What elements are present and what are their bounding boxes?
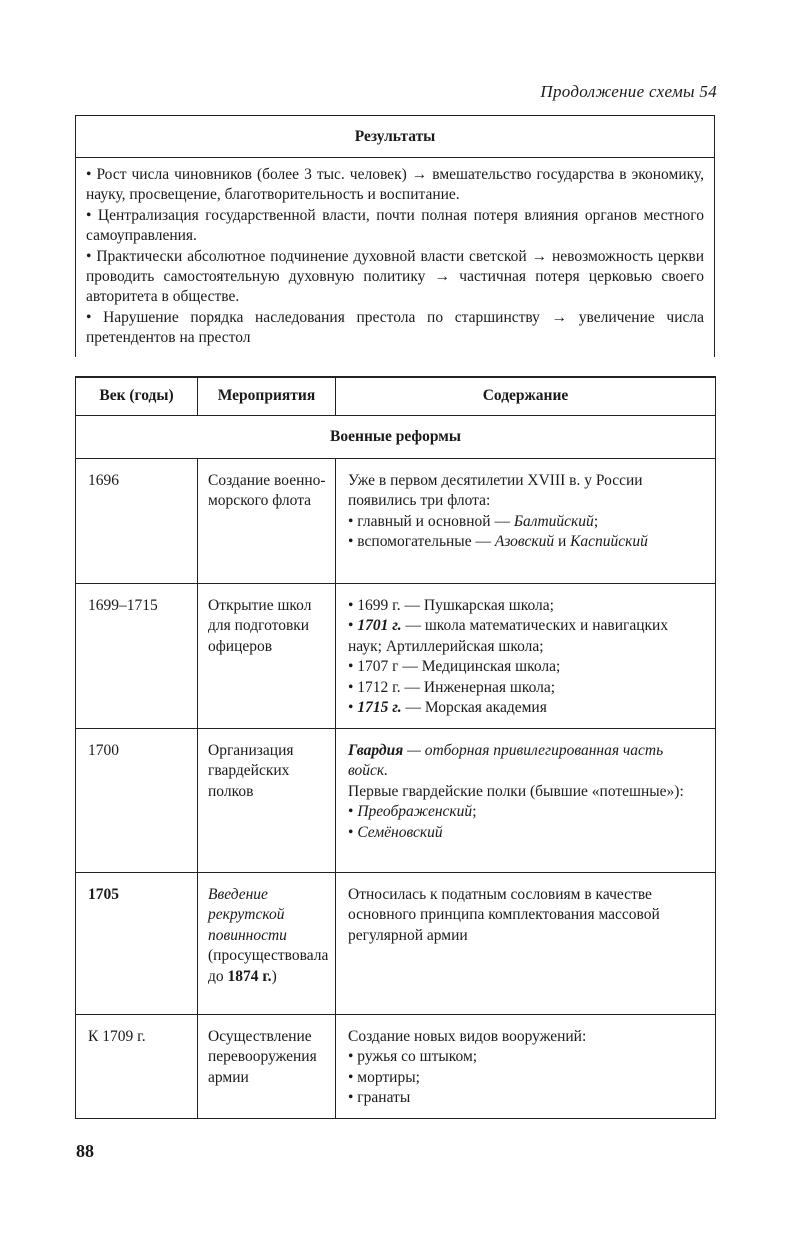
row-year: 1700 (76, 729, 198, 873)
results-section (75, 115, 715, 357)
row-content (336, 584, 716, 729)
column-header-content: Содержание (336, 377, 716, 416)
page-number: 88 (76, 1141, 94, 1161)
row-measure: Организация гвардейских полков (198, 729, 336, 873)
row-measure: Осуществление перевооружения армии (198, 1015, 336, 1119)
results-item: • Рост числа чиновников (более 3 тыс. человек) → вмешательство государства в экономику, науку, просвещение, благотворительность и воспитание. (86, 166, 704, 204)
table-row (76, 729, 716, 873)
content-item: • ружья со штыком; (348, 1048, 478, 1066)
row-measure: Открытие школ для подготовки офицеров (198, 584, 336, 729)
row-content: Относилась к податным сословиям в качестве основного принципа комплектования массовой регулярной армии (336, 873, 716, 1015)
row-content (336, 729, 716, 873)
content-intro: Создание новых видов вооружений: (348, 1028, 587, 1045)
row-year: 1705 (76, 873, 198, 1015)
content-intro: Уже в первом десятилетии XVIII в. у России появились три флота: (348, 472, 643, 510)
results-list (76, 158, 714, 357)
content-definition: Гвардия — отборная привилегированная часть войск. (348, 742, 664, 780)
content-item: • 1712 г. — Инженерная школа; (348, 678, 556, 696)
content-item: • 1699 г. — Пушкарская школа; (348, 597, 554, 614)
table-header-row (76, 377, 716, 416)
content-item: • 1701 г. — школа математических и навигацких наук; Артиллерийская школа; (348, 617, 669, 655)
content-item: • мортиры; (348, 1068, 420, 1086)
table-row (76, 1015, 716, 1119)
section-row (76, 416, 716, 459)
row-year: 1696 (76, 459, 198, 584)
table-row (76, 459, 716, 584)
results-title: Результаты (76, 116, 714, 158)
table-row (76, 873, 716, 1015)
column-header-years: Век (годы) (76, 377, 198, 416)
content-item: • Преображенский; (348, 803, 477, 821)
results-item: • Нарушение порядка наследования престола по старшинству → увеличение числа претендентов на престол (86, 308, 704, 347)
row-measure: Создание военно-морского флота (198, 459, 336, 584)
content-item: • главный и основной — Балтийский; (348, 512, 599, 530)
content-item: • гранаты (348, 1089, 411, 1107)
results-item: • Централизация государственной власти, почти полная потеря влияния органов местного самоуправления. (86, 206, 704, 245)
row-content (336, 459, 716, 584)
column-header-measures: Мероприятия (198, 377, 336, 416)
row-year: К 1709 г. (76, 1015, 198, 1119)
results-item: • Практически абсолютное подчинение духовной власти светской → невозможность церкви проводить самостоятельную духовную политику → частичная потеря церковью своего авторитета в обществе. (86, 247, 704, 306)
content-item: • 1715 г. — Морская академия (348, 699, 547, 717)
continuation-header: Продолжение схемы 54 (540, 82, 717, 101)
content-text: Первые гвардейские полки (бывшие «потешные»): (348, 782, 684, 800)
row-year: 1699–1715 (76, 584, 198, 729)
row-content (336, 1015, 716, 1119)
content-item: • Семёновский (348, 823, 443, 841)
row-measure: Введение рекрутской повинности (просуществовала до 1874 г.) (198, 873, 336, 1015)
military-reforms-table (75, 376, 716, 1119)
content-item: • вспомогательные — Азовский и Каспийский (348, 533, 648, 551)
content-item: • 1707 г — Медицинская школа; (348, 658, 561, 676)
section-title: Военные реформы (76, 416, 716, 459)
table-row (76, 584, 716, 729)
